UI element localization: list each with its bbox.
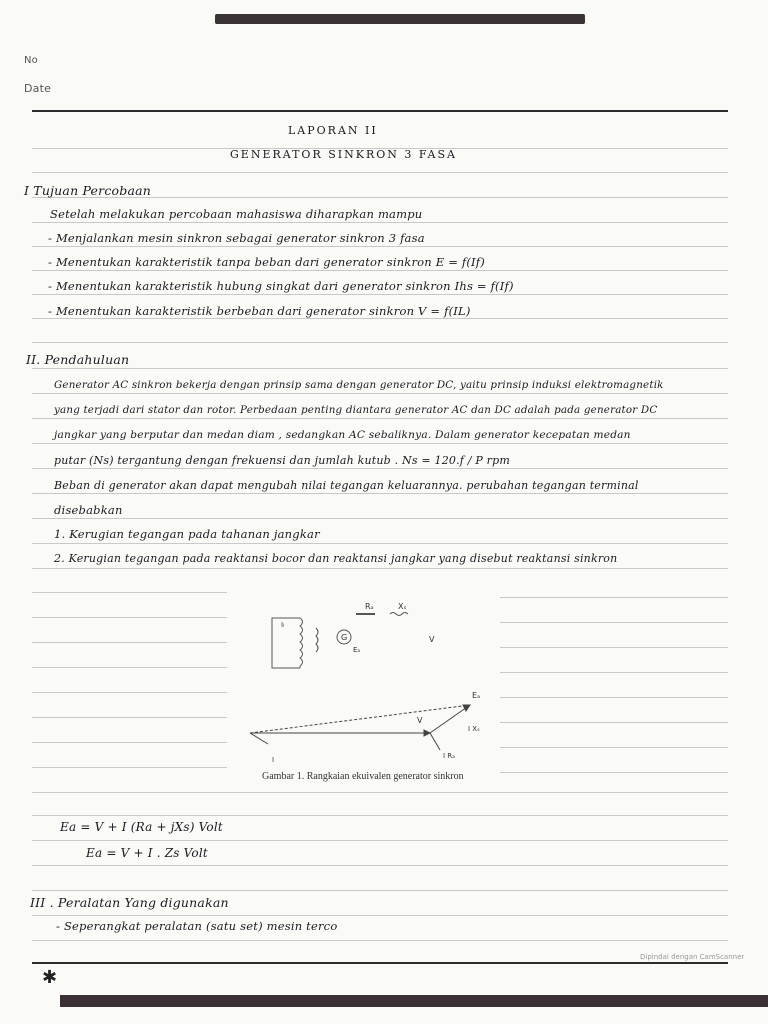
equation-1: Ea = V + I (Ra + jXs) Volt <box>60 820 223 834</box>
ea-phasor-label: Eₐ <box>472 691 481 700</box>
arrow-head <box>463 705 470 711</box>
ea-label: Eₐ <box>353 646 361 654</box>
cause-item: 2. Kerugian tegangan pada reaktansi bocor dan reaktansi jangkar yang disebut reaktansi sinkron <box>54 552 618 565</box>
objective-item: - Menentukan karakteristik berbeban dari generator sinkron V = f(IL) <box>48 304 471 318</box>
equipment-line: - Seperangkat peralatan (satu set) mesin terco <box>56 919 338 933</box>
intro-line: jangkar yang berputar dan medan diam , sedangkan AC sebaliknya. Dalam generator kecepatan medan <box>54 429 631 441</box>
section-3-heading: III . Peralatan Yang digunakan <box>30 895 229 910</box>
field-winding <box>300 618 303 666</box>
objective-item: - Menentukan karakteristik hubung singkat dari generator sinkron Ihs = f(If) <box>48 279 514 293</box>
ixs-label: I Xₛ <box>468 725 480 733</box>
intro-line: Beban di generator akan dapat mengubah nilai tegangan keluarannya. perubahan tegangan terminal <box>54 479 639 492</box>
v-phasor-label: V <box>417 716 423 725</box>
ira-label: I Rₐ <box>443 752 455 760</box>
star-mark-icon: ✱ <box>42 967 58 988</box>
section-2-heading: II. Pendahuluan <box>26 352 130 367</box>
report-title: LAPORAN II <box>288 124 378 137</box>
ea-phasor <box>250 705 470 733</box>
objective-item: - Menentukan karakteristik tanpa beban dari generator sinkron E = f(If) <box>48 255 485 269</box>
equation-2: Ea = V + I . Zs Volt <box>86 846 208 860</box>
cause-item: 1. Kerugian tegangan pada tahanan jangkar <box>54 527 320 541</box>
field-wire <box>272 618 300 668</box>
field-circuit <box>272 618 303 668</box>
date-label: Date <box>24 82 52 95</box>
armature-circuit <box>316 613 408 653</box>
intro-line: yang terjadi dari stator dan rotor. Perbedaan penting diantara generator AC dan DC adalah pada generator DC <box>54 404 658 416</box>
section-1-heading: I Tujuan Percobaan <box>24 183 152 198</box>
xs-label: Xₛ <box>398 602 407 611</box>
report-subtitle: GENERATOR SINKRON 3 FASA <box>230 148 457 161</box>
if-label: Iₗ <box>281 621 285 629</box>
figure-caption: Gambar 1. Rangkaian ekuivalen generator sinkron <box>262 771 464 782</box>
armature-winding <box>316 628 318 652</box>
scanner-watermark: Dipindai dengan CamScanner <box>640 953 745 961</box>
objective-item: - Menjalankan mesin sinkron sebagai generator sinkron 3 fasa <box>48 231 425 245</box>
g-label: G <box>341 633 348 642</box>
v-label: V <box>429 635 435 644</box>
intro-line: Generator AC sinkron bekerja dengan prinsip sama dengan generator DC, yaitu prinsip induksi elektromagnetik <box>54 379 664 391</box>
ra-label: Rₐ <box>365 602 374 611</box>
phasor-diagram <box>250 705 470 750</box>
arrow-head <box>424 730 430 736</box>
no-label: No <box>24 55 38 66</box>
xs-reactor <box>390 613 408 616</box>
page-bottom-edge <box>60 995 768 1007</box>
intro-line: putar (Ns) tergantung dengan frekuensi dan jumlah kutub . Ns = 120.f / P rpm <box>54 454 510 467</box>
ira-phasor <box>430 733 440 750</box>
i-label: I <box>272 756 275 764</box>
section-1-intro: Setelah melakukan percobaan mahasiswa diharapkan mampu <box>50 207 423 221</box>
i-phasor <box>250 733 268 744</box>
intro-line: disebabkan <box>54 503 123 517</box>
